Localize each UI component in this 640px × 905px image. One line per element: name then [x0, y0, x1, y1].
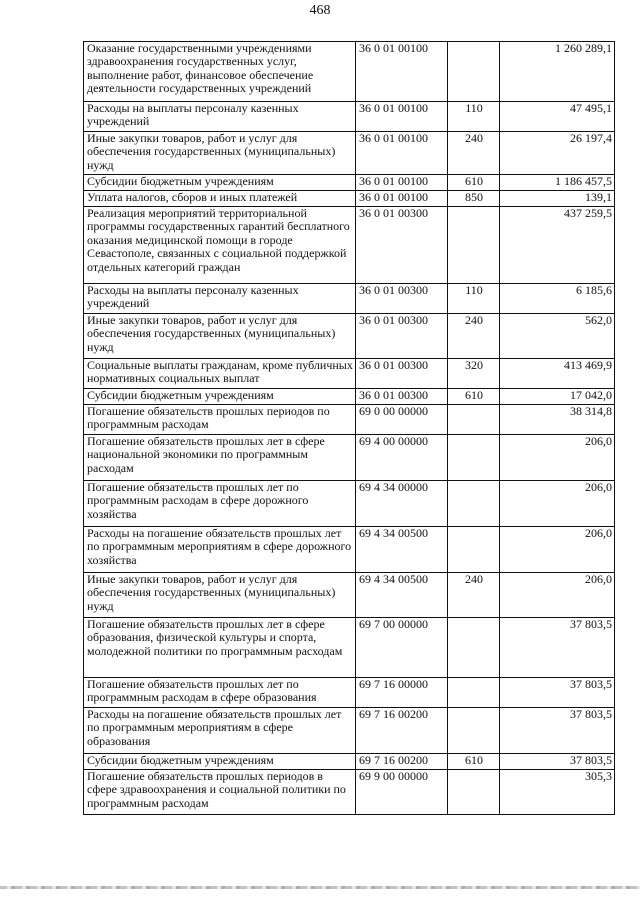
table-row: [84, 405, 615, 435]
row-name: Иные закупки товаров, работ и услуг для обеспечения государственных (муниципальных) нужд: [84, 132, 356, 175]
row-sum: 37 803,5: [500, 708, 615, 754]
row-code: 36 0 01 00300: [356, 389, 448, 405]
row-name: Социальные выплаты гражданам, кроме публичных нормативных социальных выплат: [84, 359, 356, 389]
row-sum: 206,0: [500, 435, 615, 481]
table-row: [84, 389, 615, 405]
row-type: [448, 207, 500, 284]
row-name: Погашение обязательств прошлых лет по программным расходам в сфере образования: [84, 678, 356, 708]
row-type: 320: [448, 359, 500, 389]
row-name: Расходы на погашение обязательств прошлых лет по программным мероприятиям в сфере дорожного хозяйства: [84, 527, 356, 573]
row-sum: 26 197,4: [500, 132, 615, 175]
row-code: 36 0 01 00100: [356, 102, 448, 132]
row-name: Погашение обязательств прошлых лет в сфере образования, физической культуры и спорта, молодежной политики по программным расходам: [84, 618, 356, 678]
row-type: [448, 42, 500, 102]
row-sum: 38 314,8: [500, 405, 615, 435]
row-sum: 37 803,5: [500, 678, 615, 708]
row-type: 610: [448, 389, 500, 405]
row-code: 36 0 01 00100: [356, 175, 448, 191]
row-name: Оказание государственными учреждениями здравоохранения государственных услуг, выполнение работ, финансовое обеспечение деятельности государственных учреждений: [84, 42, 356, 102]
row-name: Погашение обязательств прошлых лет по программным расходам в сфере дорожного хозяйства: [84, 481, 356, 527]
row-type: 110: [448, 284, 500, 314]
row-type: [448, 527, 500, 573]
row-sum: 6 185,6: [500, 284, 615, 314]
table-row: [84, 42, 615, 102]
table-row: [84, 770, 615, 815]
row-name: Уплата налогов, сборов и иных платежей: [84, 191, 356, 207]
table-row: [84, 207, 615, 284]
row-type: [448, 708, 500, 754]
row-code: 36 0 01 00300: [356, 314, 448, 359]
table-row: [84, 754, 615, 770]
row-sum: 206,0: [500, 527, 615, 573]
row-code: 36 0 01 00100: [356, 191, 448, 207]
row-name: Иные закупки товаров, работ и услуг для обеспечения государственных (муниципальных) нужд: [84, 314, 356, 359]
row-code: 69 7 16 00200: [356, 708, 448, 754]
row-sum: 1 260 289,1: [500, 42, 615, 102]
row-type: [448, 435, 500, 481]
table-row: [84, 678, 615, 708]
row-code: 36 0 01 00100: [356, 132, 448, 175]
row-sum: 206,0: [500, 481, 615, 527]
table-row: [84, 618, 615, 678]
row-code: 36 0 01 00300: [356, 207, 448, 284]
row-name: Погашение обязательств прошлых периодов в сфере здравоохранения и социальной политики по программным расходам: [84, 770, 356, 815]
row-sum: 413 469,9: [500, 359, 615, 389]
budget-table: [83, 41, 615, 815]
row-type: 610: [448, 175, 500, 191]
row-code: 69 4 34 00500: [356, 527, 448, 573]
row-sum: 37 803,5: [500, 618, 615, 678]
row-name: Расходы на погашение обязательств прошлых лет по программным мероприятиям в сфере образования: [84, 708, 356, 754]
row-type: 240: [448, 132, 500, 175]
row-code: 69 7 00 00000: [356, 618, 448, 678]
table-row: [84, 573, 615, 618]
row-type: 240: [448, 314, 500, 359]
table-row: [84, 481, 615, 527]
row-code: 69 0 00 00000: [356, 405, 448, 435]
table-row: [84, 527, 615, 573]
table-row: [84, 708, 615, 754]
row-sum: 47 495,1: [500, 102, 615, 132]
row-code: 69 4 34 00000: [356, 481, 448, 527]
table-row: [84, 102, 615, 132]
row-type: [448, 770, 500, 815]
table-row: [84, 191, 615, 207]
table-row: [84, 132, 615, 175]
row-sum: 17 042,0: [500, 389, 615, 405]
row-sum: 206,0: [500, 573, 615, 618]
row-name: Субсидии бюджетным учреждениям: [84, 389, 356, 405]
row-name: Реализация мероприятий территориальной программы государственных гарантий бесплатного оказания медицинской помощи в городе Севастополе, связанных с социальной поддержкой отдельных категорий граждан: [84, 207, 356, 284]
row-sum: 562,0: [500, 314, 615, 359]
row-code: 69 7 16 00000: [356, 678, 448, 708]
row-sum: 37 803,5: [500, 754, 615, 770]
row-code: 36 0 01 00300: [356, 359, 448, 389]
row-name: Субсидии бюджетным учреждениям: [84, 175, 356, 191]
row-code: 69 9 00 00000: [356, 770, 448, 815]
row-type: 850: [448, 191, 500, 207]
row-code: 36 0 01 00300: [356, 284, 448, 314]
page-number: 468: [309, 3, 331, 18]
row-type: [448, 481, 500, 527]
table-row: [84, 359, 615, 389]
row-type: 240: [448, 573, 500, 618]
row-name: Расходы на выплаты персоналу казенных учреждений: [84, 284, 356, 314]
row-name: Субсидии бюджетным учреждениям: [84, 754, 356, 770]
row-sum: 305,3: [500, 770, 615, 815]
table-row: [84, 284, 615, 314]
row-type: [448, 405, 500, 435]
row-type: [448, 678, 500, 708]
table-row: [84, 435, 615, 481]
row-name: Расходы на выплаты персоналу казенных учреждений: [84, 102, 356, 132]
row-code: 36 0 01 00100: [356, 42, 448, 102]
table-row: [84, 314, 615, 359]
row-sum: 1 186 457,5: [500, 175, 615, 191]
row-sum: 437 259,5: [500, 207, 615, 284]
row-code: 69 7 16 00200: [356, 754, 448, 770]
row-code: 69 4 00 00000: [356, 435, 448, 481]
row-type: 110: [448, 102, 500, 132]
table-row: [84, 175, 615, 191]
row-name: Иные закупки товаров, работ и услуг для обеспечения государственных (муниципальных) нужд: [84, 573, 356, 618]
row-name: Погашение обязательств прошлых периодов по программным расходам: [84, 405, 356, 435]
row-type: 610: [448, 754, 500, 770]
row-sum: 139,1: [500, 191, 615, 207]
row-name: Погашение обязательств прошлых лет в сфере национальной экономики по программным расходам: [84, 435, 356, 481]
row-type: [448, 618, 500, 678]
row-code: 69 4 34 00500: [356, 573, 448, 618]
scan-bottom-edge: [0, 886, 640, 889]
